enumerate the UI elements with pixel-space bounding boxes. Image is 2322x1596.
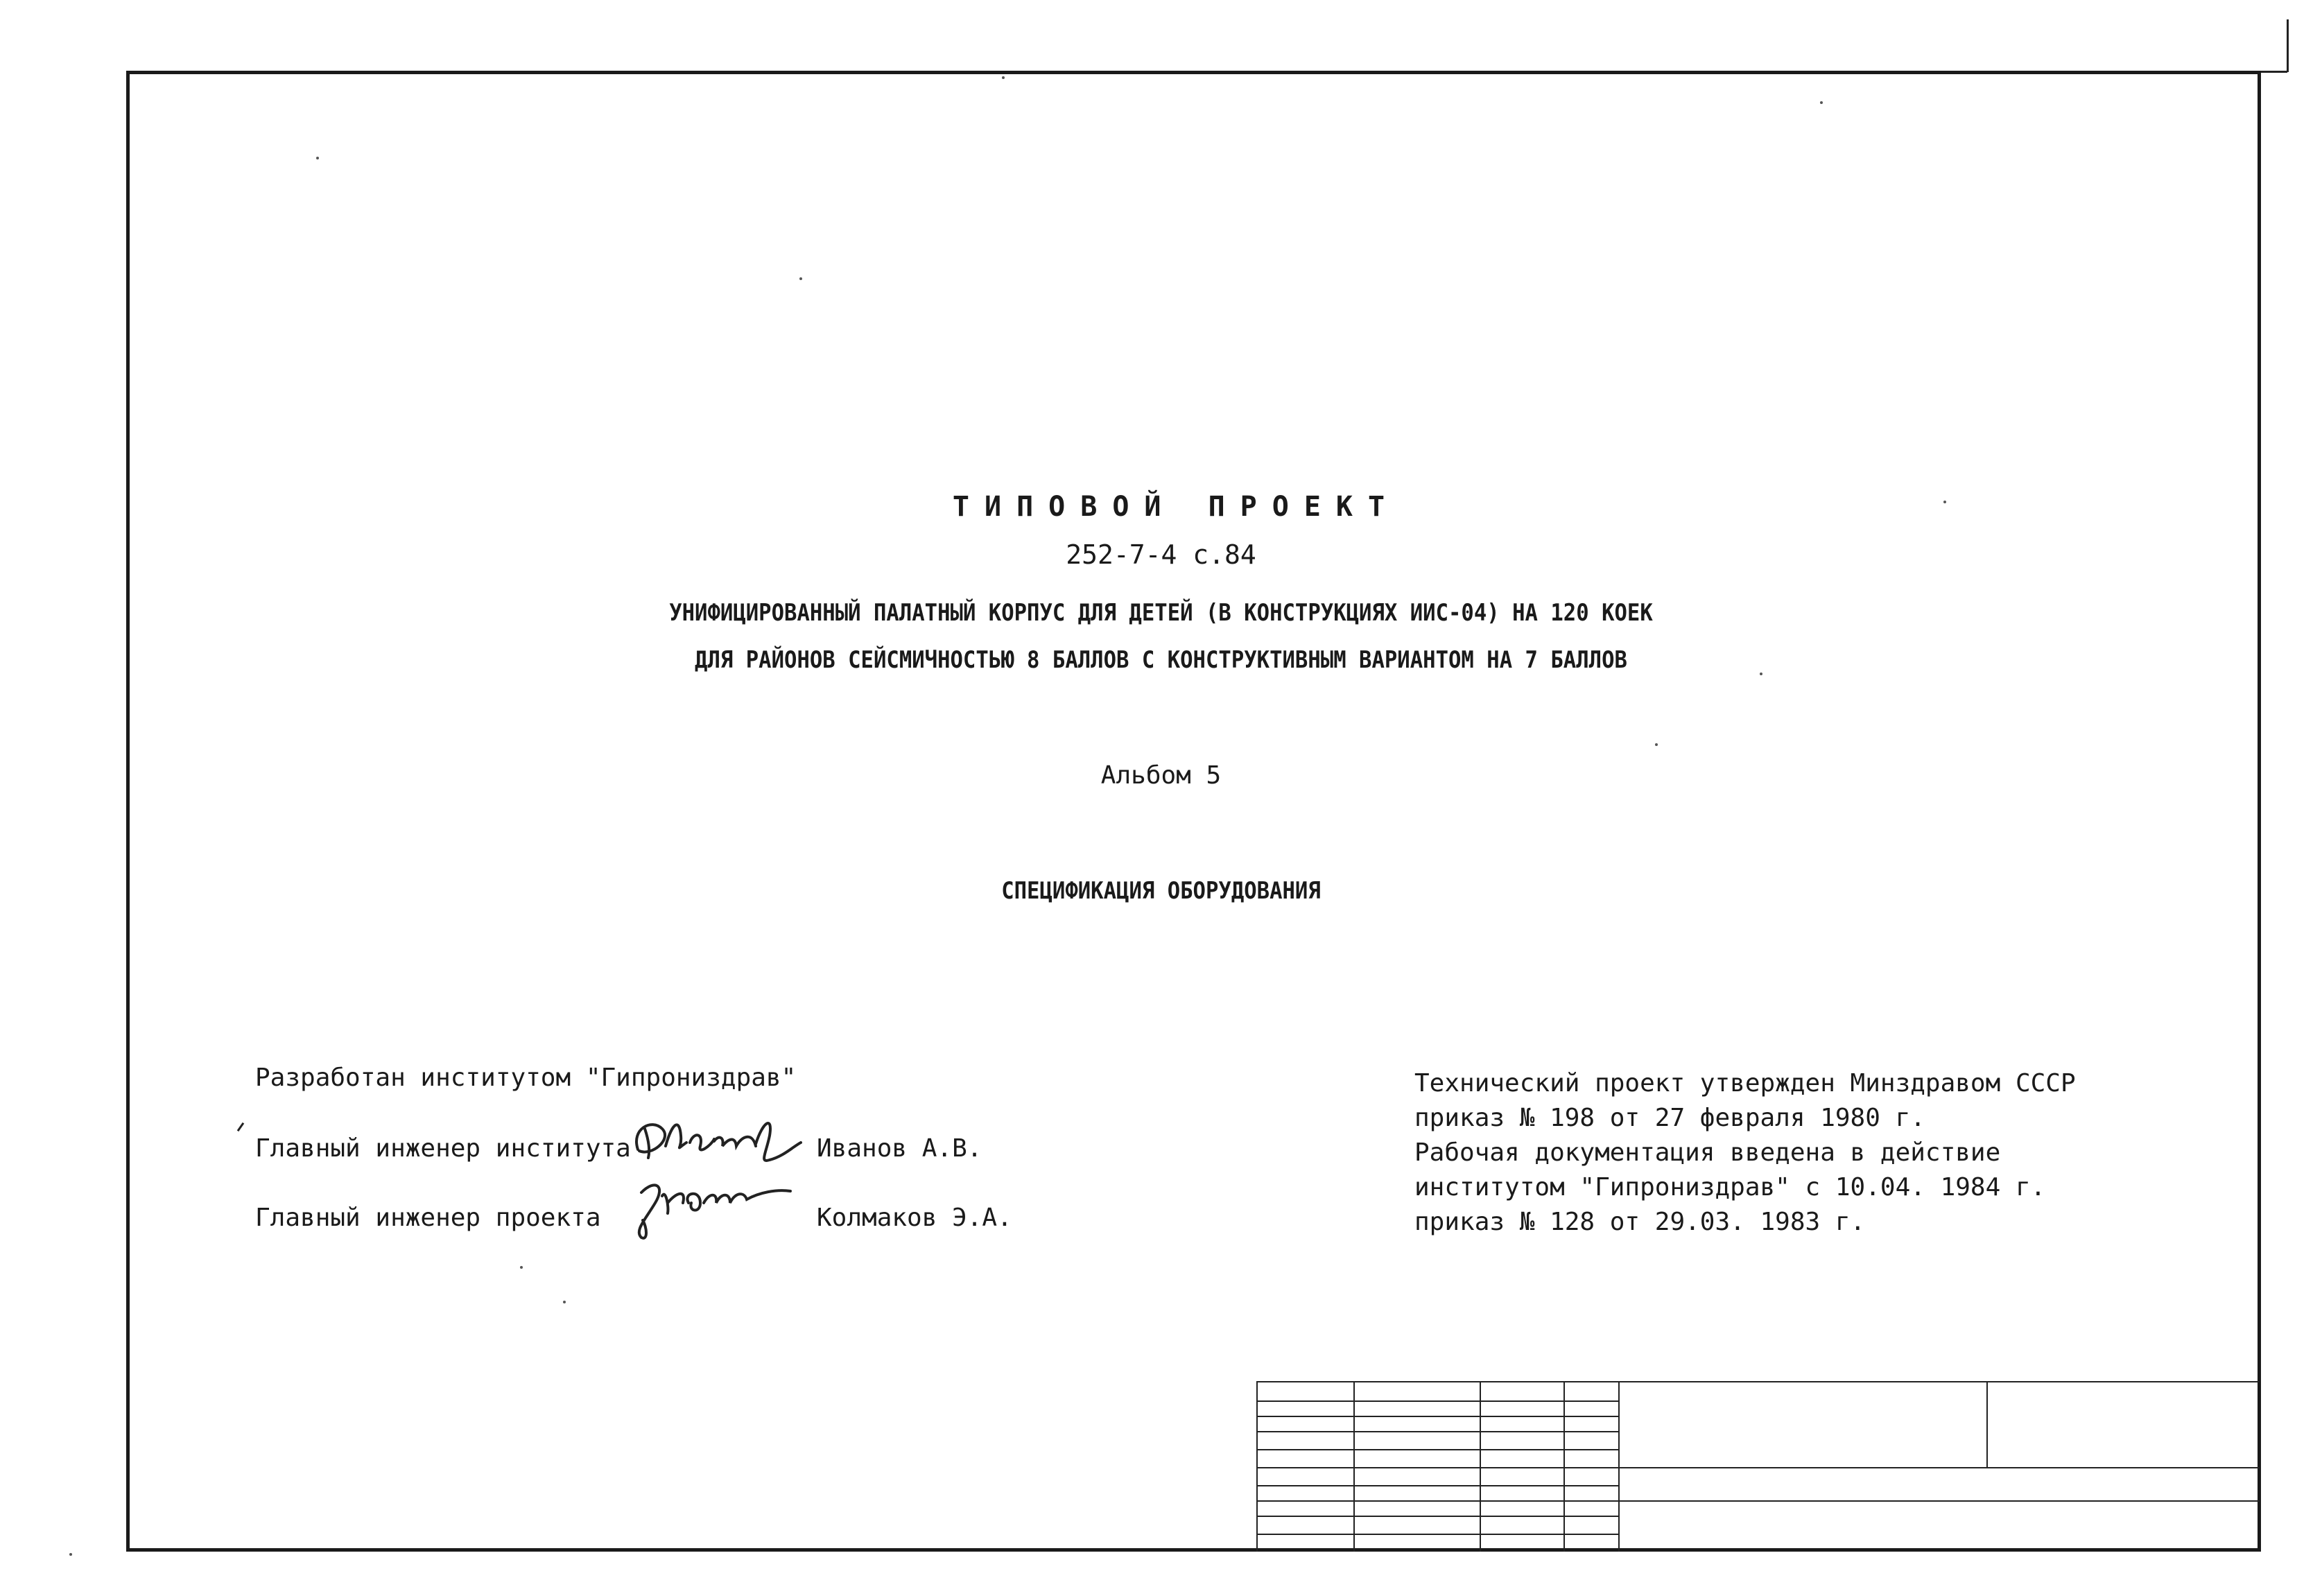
- approval-block: [1414, 1066, 2076, 1240]
- sheet-trim-line: [2287, 19, 2289, 72]
- project-title-line-2: ДЛЯ РАЙОНОВ СЕЙСМИЧНОСТЬЮ 8 БАЛЛОВ С КОНСТРУКТИВНЫМ ВАРИАНТОМ НА 7 БАЛЛОВ: [695, 646, 1627, 674]
- scan-speck: [1002, 76, 1005, 79]
- grid-line: [1353, 1381, 1355, 1552]
- grid-line: [1256, 1381, 2260, 1382]
- grid-line: [1563, 1381, 1565, 1552]
- document-type-heading: ТИПОВОЙ ПРОЕКТ: [952, 491, 1401, 523]
- chief-engineer-institute-name: Иванов А.В.: [817, 1134, 982, 1163]
- grid-line: [1480, 1381, 1481, 1552]
- project-number: 252-7-4 с.84: [1066, 539, 1256, 570]
- project-title-line-1: УНИФИЦИРОВАННЫЙ ПАЛАТНЫЙ КОРПУС ДЛЯ ДЕТЕЙ (В КОНСТРУКЦИЯХ ИИС-04) НА 120 КОЕК: [669, 599, 1653, 627]
- scan-speck: [316, 157, 319, 159]
- drawing-frame: [126, 71, 2261, 1552]
- scan-speck: [69, 1553, 72, 1556]
- album-subject: СПЕЦИФИКАЦИЯ ОБОРУДОВАНИЯ: [1001, 877, 1321, 905]
- scan-speck: [1820, 101, 1823, 104]
- grid-line: [1986, 1381, 1988, 1467]
- title-block-grid: [1256, 1381, 2260, 1552]
- grid-line: [1618, 1467, 2260, 1468]
- scan-speck: [799, 277, 802, 280]
- grid-line: [1618, 1500, 2260, 1502]
- scan-speck: [1943, 501, 1946, 503]
- grid-line: [1618, 1381, 1620, 1552]
- scan-speck: [563, 1301, 566, 1303]
- approval-line-5: приказ № 128 от 29.03. 1983 г.: [1414, 1208, 1866, 1236]
- scan-speck: [1655, 743, 1658, 746]
- approval-line-2: приказ № 198 от 27 февраля 1980 г.: [1414, 1104, 1925, 1132]
- approval-line-4: институтом "Гипрониздрав" с 10.04. 1984 г.: [1414, 1173, 2046, 1202]
- chief-engineer-institute-label: Главный инженер института: [255, 1134, 631, 1163]
- signature-kolmakov: [614, 1172, 808, 1248]
- drawing-frame-inner-edge: [2258, 71, 2260, 1552]
- chief-engineer-project-name: Колмаков Э.А.: [817, 1204, 1012, 1232]
- approval-line-3: Рабочая документация введена в действие: [1414, 1138, 2001, 1167]
- signature-ivanov: [624, 1108, 811, 1170]
- approval-line-1: Технический проект утвержден Минздравом СССР: [1414, 1069, 2076, 1098]
- grid-line: [1256, 1381, 1258, 1552]
- album-number: Альбом 5: [1100, 761, 1222, 790]
- scan-speck: [520, 1266, 523, 1269]
- chief-engineer-project-label: Главный инженер проекта: [255, 1204, 601, 1232]
- scan-speck: [1760, 673, 1762, 675]
- developed-by: Разработан институтом "Гипрониздрав": [255, 1064, 797, 1092]
